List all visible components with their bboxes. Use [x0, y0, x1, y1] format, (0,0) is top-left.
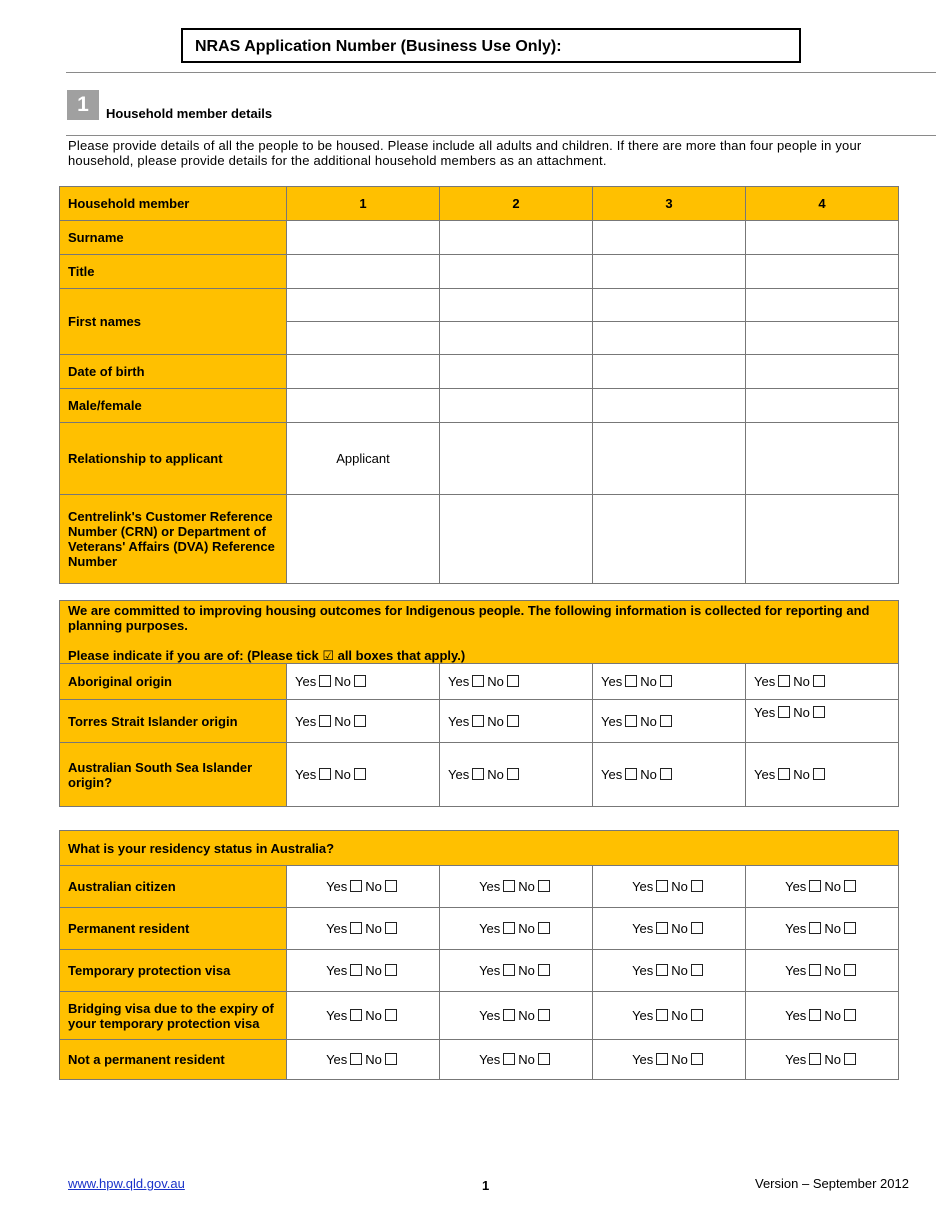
no-checkbox[interactable]	[844, 880, 856, 892]
no-checkbox[interactable]	[385, 922, 397, 934]
yes-checkbox[interactable]	[809, 880, 821, 892]
yes-label: Yes	[479, 1008, 501, 1023]
no-checkbox[interactable]	[691, 1009, 703, 1021]
yes-label: Yes	[295, 674, 317, 689]
no-label: No	[793, 674, 810, 689]
yes-no-cell	[746, 700, 899, 743]
row-label-sex: Male/female	[60, 389, 287, 423]
yes-no-cell	[287, 700, 440, 743]
no-checkbox[interactable]	[354, 715, 366, 727]
yes-label: Yes	[785, 1052, 807, 1067]
yes-checkbox[interactable]	[625, 715, 637, 727]
row-label-first-names: First names	[60, 289, 287, 355]
yes-no-cell	[593, 992, 746, 1040]
yes-no-cell	[593, 1040, 746, 1080]
yes-label: Yes	[754, 674, 776, 689]
title-field-2[interactable]	[440, 255, 593, 289]
yes-no-cell	[593, 908, 746, 950]
yes-checkbox[interactable]	[809, 1009, 821, 1021]
first-names-field-1b[interactable]	[287, 322, 440, 355]
surname-field-2[interactable]	[440, 221, 593, 255]
table-row	[60, 355, 899, 389]
no-label: No	[824, 1052, 841, 1067]
no-label: No	[487, 767, 504, 782]
no-checkbox[interactable]	[844, 922, 856, 934]
indigenous-table	[59, 600, 899, 807]
no-checkbox[interactable]	[507, 768, 519, 780]
yes-checkbox[interactable]	[503, 922, 515, 934]
no-checkbox[interactable]	[538, 922, 550, 934]
yes-no-cell	[287, 950, 440, 992]
no-label: No	[824, 921, 841, 936]
household-table	[59, 186, 899, 584]
no-label: No	[671, 963, 688, 978]
yes-checkbox[interactable]	[625, 675, 637, 687]
no-label: No	[824, 879, 841, 894]
yes-checkbox[interactable]	[319, 715, 331, 727]
yes-no-cell	[593, 950, 746, 992]
table-row	[60, 495, 899, 584]
sex-field-2[interactable]	[440, 389, 593, 423]
yes-checkbox[interactable]	[778, 675, 790, 687]
first-names-field-2b[interactable]	[440, 322, 593, 355]
yes-no-cell	[440, 664, 593, 700]
yes-no-cell	[746, 908, 899, 950]
no-checkbox[interactable]	[538, 1009, 550, 1021]
yes-no-cell	[593, 866, 746, 908]
table-row	[60, 1040, 899, 1080]
yes-label: Yes	[326, 1052, 348, 1067]
row-label-permanent-resident: Permanent resident	[60, 908, 287, 950]
row-label-south-sea: Australian South Sea Islander origin?	[60, 743, 287, 807]
yes-no-cell	[287, 992, 440, 1040]
no-checkbox[interactable]	[813, 675, 825, 687]
yes-no-cell	[440, 1040, 593, 1080]
table-row	[60, 743, 899, 807]
no-checkbox[interactable]	[385, 880, 397, 892]
no-label: No	[487, 713, 504, 729]
yes-no-cell	[440, 866, 593, 908]
yes-checkbox[interactable]	[656, 922, 668, 934]
yes-label: Yes	[295, 767, 317, 782]
yes-label: Yes	[479, 963, 501, 978]
surname-field-4[interactable]	[746, 221, 899, 255]
yes-no-cell	[440, 908, 593, 950]
yes-label: Yes	[601, 713, 623, 729]
yes-no-cell	[593, 743, 746, 807]
yes-checkbox[interactable]	[319, 675, 331, 687]
yes-label: Yes	[632, 963, 654, 978]
table-row	[60, 866, 899, 908]
first-names-field-3a[interactable]	[593, 289, 746, 322]
yes-label: Yes	[785, 879, 807, 894]
yes-no-cell	[746, 664, 899, 700]
yes-no-cell	[746, 950, 899, 992]
no-label: No	[365, 879, 382, 894]
yes-label: Yes	[479, 921, 501, 936]
yes-checkbox[interactable]	[656, 880, 668, 892]
yes-label: Yes	[754, 767, 776, 782]
yes-label: Yes	[326, 879, 348, 894]
no-label: No	[334, 674, 351, 689]
row-label-temporary-protection: Temporary protection visa	[60, 950, 287, 992]
no-label: No	[518, 879, 535, 894]
row-label-crn: Centrelink's Customer Reference Number (CRN) or Department of Veterans' Affairs (DVA) Reference Number	[60, 495, 287, 584]
yes-label: Yes	[632, 1052, 654, 1067]
yes-checkbox[interactable]	[472, 768, 484, 780]
yes-no-cell	[746, 743, 899, 807]
row-label-citizen: Australian citizen	[60, 866, 287, 908]
no-checkbox[interactable]	[813, 706, 825, 718]
yes-label: Yes	[754, 705, 776, 720]
no-checkbox[interactable]	[507, 715, 519, 727]
dob-field-4[interactable]	[746, 355, 899, 389]
yes-label: Yes	[632, 879, 654, 894]
banner-row	[60, 601, 899, 664]
no-label: No	[793, 767, 810, 782]
no-label: No	[365, 921, 382, 936]
application-number-box	[181, 28, 801, 63]
column-header-2: 2	[440, 187, 593, 221]
yes-label: Yes	[479, 879, 501, 894]
no-label: No	[334, 767, 351, 782]
yes-checkbox[interactable]	[656, 964, 668, 976]
yes-label: Yes	[601, 674, 623, 689]
yes-label: Yes	[632, 921, 654, 936]
table-row	[60, 289, 899, 322]
yes-no-cell	[287, 1040, 440, 1080]
yes-label: Yes	[448, 713, 470, 729]
row-label-bridging-visa: Bridging visa due to the expiry of your temporary protection visa	[60, 992, 287, 1040]
first-names-field-4b[interactable]	[746, 322, 899, 355]
yes-label: Yes	[295, 713, 317, 729]
no-checkbox[interactable]	[813, 768, 825, 780]
table-row	[60, 389, 899, 423]
first-names-field-1a[interactable]	[287, 289, 440, 322]
table-header-row	[60, 187, 899, 221]
yes-checkbox[interactable]	[809, 964, 821, 976]
yes-no-cell	[746, 992, 899, 1040]
sex-field-4[interactable]	[746, 389, 899, 423]
yes-checkbox[interactable]	[350, 1053, 362, 1065]
section-number: 1	[67, 90, 99, 120]
column-header-1: 1	[287, 187, 440, 221]
yes-label: Yes	[326, 1008, 348, 1023]
residency-question: What is your residency status in Australia?	[60, 831, 899, 866]
no-checkbox[interactable]	[354, 768, 366, 780]
table-row	[60, 255, 899, 289]
yes-no-cell	[746, 866, 899, 908]
no-label: No	[824, 963, 841, 978]
banner-row	[60, 831, 899, 866]
website-link[interactable]: www.hpw.qld.gov.au	[68, 1176, 185, 1191]
yes-no-cell	[287, 664, 440, 700]
no-checkbox[interactable]	[538, 1053, 550, 1065]
row-label-surname: Surname	[60, 221, 287, 255]
no-checkbox[interactable]	[385, 1053, 397, 1065]
no-checkbox[interactable]	[507, 675, 519, 687]
yes-checkbox[interactable]	[656, 1053, 668, 1065]
no-label: No	[487, 674, 504, 689]
relationship-field-1: Applicant	[287, 423, 440, 495]
no-label: No	[640, 674, 657, 689]
first-names-field-3b[interactable]	[593, 322, 746, 355]
table-row	[60, 950, 899, 992]
yes-no-cell	[287, 908, 440, 950]
yes-no-cell	[440, 743, 593, 807]
crn-field-3[interactable]	[593, 495, 746, 584]
row-label-not-permanent: Not a permanent resident	[60, 1040, 287, 1080]
dob-field-3[interactable]	[593, 355, 746, 389]
yes-checkbox[interactable]	[809, 922, 821, 934]
yes-checkbox[interactable]	[319, 768, 331, 780]
crn-field-4[interactable]	[746, 495, 899, 584]
no-checkbox[interactable]	[691, 1053, 703, 1065]
no-checkbox[interactable]	[691, 880, 703, 892]
relationship-field-2[interactable]	[440, 423, 593, 495]
row-label-dob: Date of birth	[60, 355, 287, 389]
yes-no-cell	[287, 866, 440, 908]
section-intro: Please provide details of all the people to be housed. Please include all adults and children. If there are more than four people in your household, please provide details for the additional household members as an attachment.	[68, 138, 862, 168]
yes-no-cell	[440, 950, 593, 992]
no-label: No	[671, 1008, 688, 1023]
table-row	[60, 992, 899, 1040]
no-checkbox[interactable]	[691, 922, 703, 934]
no-checkbox[interactable]	[844, 1053, 856, 1065]
no-label: No	[365, 963, 382, 978]
column-header-label: Household member	[60, 187, 287, 221]
indigenous-intro: We are committed to improving housing outcomes for Indigenous people. The following information is collected for reporting and planning purposes.	[68, 603, 870, 633]
column-header-4: 4	[746, 187, 899, 221]
yes-checkbox[interactable]	[778, 706, 790, 718]
first-names-field-4a[interactable]	[746, 289, 899, 322]
row-label-title: Title	[60, 255, 287, 289]
surname-field-3[interactable]	[593, 221, 746, 255]
no-label: No	[671, 1052, 688, 1067]
crn-field-2[interactable]	[440, 495, 593, 584]
no-checkbox[interactable]	[660, 675, 672, 687]
table-row	[60, 700, 899, 743]
yes-no-cell	[287, 743, 440, 807]
table-row	[60, 423, 899, 495]
sex-field-3[interactable]	[593, 389, 746, 423]
table-row	[60, 221, 899, 255]
yes-label: Yes	[601, 767, 623, 782]
table-row	[60, 664, 899, 700]
yes-label: Yes	[785, 963, 807, 978]
yes-label: Yes	[479, 1052, 501, 1067]
first-names-field-2a[interactable]	[440, 289, 593, 322]
no-checkbox[interactable]	[691, 964, 703, 976]
yes-checkbox[interactable]	[350, 1009, 362, 1021]
yes-checkbox[interactable]	[350, 964, 362, 976]
surname-field-1[interactable]	[287, 221, 440, 255]
row-label-relationship: Relationship to applicant	[60, 423, 287, 495]
yes-checkbox[interactable]	[472, 715, 484, 727]
yes-checkbox[interactable]	[778, 768, 790, 780]
row-label-torres-strait: Torres Strait Islander origin	[60, 700, 287, 743]
yes-no-cell	[593, 664, 746, 700]
no-checkbox[interactable]	[660, 768, 672, 780]
dob-field-1[interactable]	[287, 355, 440, 389]
no-checkbox[interactable]	[844, 1009, 856, 1021]
yes-checkbox[interactable]	[656, 1009, 668, 1021]
yes-no-cell	[440, 700, 593, 743]
no-label: No	[793, 705, 810, 720]
no-checkbox[interactable]	[538, 964, 550, 976]
sex-field-1[interactable]	[287, 389, 440, 423]
no-label: No	[640, 767, 657, 782]
indigenous-banner	[60, 601, 899, 664]
version-label: Version – September 2012	[755, 1176, 909, 1191]
column-header-3: 3	[593, 187, 746, 221]
yes-checkbox[interactable]	[350, 922, 362, 934]
yes-checkbox[interactable]	[503, 964, 515, 976]
yes-label: Yes	[448, 674, 470, 689]
no-checkbox[interactable]	[660, 715, 672, 727]
yes-label: Yes	[785, 1008, 807, 1023]
yes-no-cell	[746, 1040, 899, 1080]
no-checkbox[interactable]	[385, 1009, 397, 1021]
yes-checkbox[interactable]	[472, 675, 484, 687]
yes-label: Yes	[448, 767, 470, 782]
yes-checkbox[interactable]	[625, 768, 637, 780]
title-field-3[interactable]	[593, 255, 746, 289]
divider	[66, 72, 936, 73]
page-number: 1	[482, 1178, 490, 1193]
relationship-field-3[interactable]	[593, 423, 746, 495]
row-label-aboriginal: Aboriginal origin	[60, 664, 287, 700]
yes-checkbox[interactable]	[503, 1053, 515, 1065]
section-title: Household member details	[106, 106, 273, 121]
no-label: No	[640, 713, 657, 729]
residency-table	[59, 830, 899, 1080]
yes-label: Yes	[785, 921, 807, 936]
yes-no-cell	[593, 700, 746, 743]
no-label: No	[334, 713, 351, 729]
title-field-4[interactable]	[746, 255, 899, 289]
indigenous-instruction: Please indicate if you are of: (Please tick ☑ all boxes that apply.)	[68, 648, 466, 663]
application-number-label: NRAS Application Number (Business Use Only):	[195, 38, 562, 55]
no-checkbox[interactable]	[844, 964, 856, 976]
yes-checkbox[interactable]	[350, 880, 362, 892]
yes-checkbox[interactable]	[503, 880, 515, 892]
no-label: No	[671, 921, 688, 936]
yes-checkbox[interactable]	[503, 1009, 515, 1021]
yes-label: Yes	[632, 1008, 654, 1023]
no-label: No	[518, 1052, 535, 1067]
dob-field-2[interactable]	[440, 355, 593, 389]
no-label: No	[365, 1052, 382, 1067]
relationship-field-4[interactable]	[746, 423, 899, 495]
title-field-1[interactable]	[287, 255, 440, 289]
no-label: No	[518, 921, 535, 936]
crn-field-1[interactable]	[287, 495, 440, 584]
divider	[66, 135, 936, 136]
table-row	[60, 908, 899, 950]
no-label: No	[518, 963, 535, 978]
no-checkbox[interactable]	[385, 964, 397, 976]
no-label: No	[671, 879, 688, 894]
yes-no-cell	[440, 992, 593, 1040]
no-label: No	[518, 1008, 535, 1023]
yes-label: Yes	[326, 921, 348, 936]
no-checkbox[interactable]	[538, 880, 550, 892]
no-label: No	[824, 1008, 841, 1023]
no-label: No	[365, 1008, 382, 1023]
yes-label: Yes	[326, 963, 348, 978]
yes-checkbox[interactable]	[809, 1053, 821, 1065]
no-checkbox[interactable]	[354, 675, 366, 687]
